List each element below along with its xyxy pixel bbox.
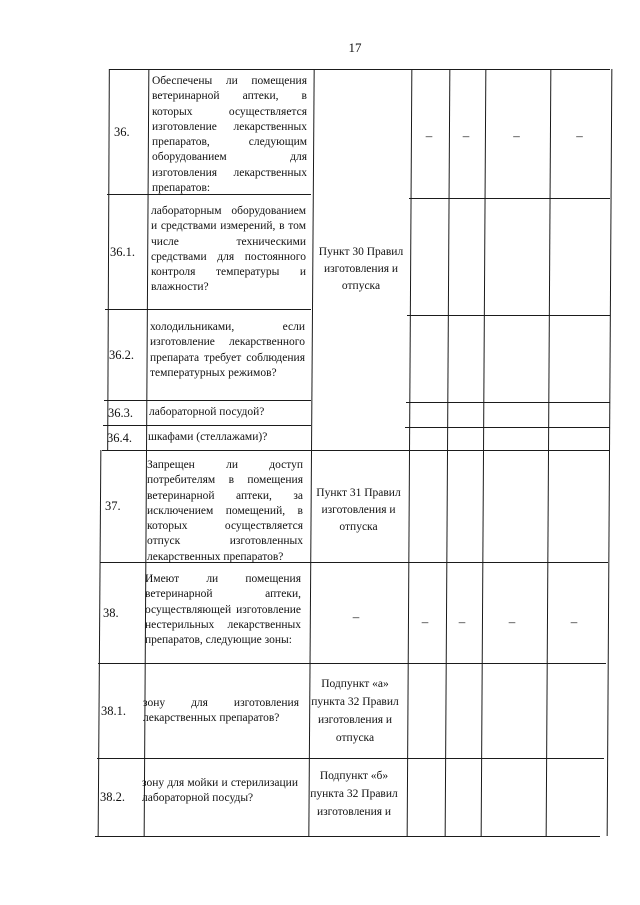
row-question: зону для мойки и стерилизации лабораторной посуды? — [142, 777, 298, 805]
row-number: 38.1. — [101, 703, 126, 718]
row-reference: – — [352, 609, 360, 624]
row-number: 36.3. — [108, 405, 133, 420]
dash-cell: – — [508, 614, 516, 629]
row-number: 36.1. — [110, 244, 135, 259]
row-question: холодильниками, если изготовление лекарственного препарата требует соблюдения температурных режимов? — [150, 321, 305, 379]
row-number: 36. — [114, 124, 130, 139]
row-number: 38. — [103, 605, 119, 620]
row-number: 36.2. — [109, 347, 134, 362]
row-reference: Подпункт «а» пункта 32 Правил изготовления и отпуска — [311, 678, 399, 744]
row-question: Обеспечены ли помещения ветеринарной аптеки, в которых осуществляется изготовление лекарственных препаратов, следующим оборудованием для изготовления лекарственных препаратов: — [152, 75, 307, 195]
page-number: 17 — [348, 40, 362, 55]
row-reference: Пункт 31 Правил изготовления и отпуска — [316, 486, 401, 533]
row-question: Запрещен ли доступ потребителям в помещения ветеринарной аптеки, за исключением помещений, в которых осуществляется отпуск изготовленных лекарственных препаратов? — [147, 459, 303, 563]
row-question: лабораторной посудой? — [149, 406, 265, 418]
row-number: 38.2. — [100, 789, 125, 804]
dash-cell: – — [513, 128, 520, 143]
row-reference: Подпункт «б» пункта 32 Правил изготовления и — [310, 770, 398, 818]
dash-cell: – — [425, 128, 433, 143]
row-question: лабораторным оборудованием и средствами измерений, в том числе техническими средствами для постоянного контроля температуры и влажности? — [151, 205, 306, 294]
dash-cell: – — [570, 614, 578, 629]
row-question: зону для изготовления лекарственных препаратов? — [143, 697, 299, 725]
dash-cell: – — [458, 614, 466, 629]
row-number: 37. — [105, 499, 121, 513]
dash-cell: – — [462, 128, 470, 143]
row-number: 36.4. — [107, 430, 132, 445]
dash-cell: – — [576, 128, 583, 143]
merged-reference: Пункт 30 Правил изготовления и отпуска — [318, 245, 404, 292]
row-question: Имеют ли помещения ветеринарной аптеки, осуществляющей изготовление нестерильных лекарственных препаратов, следующие зоны: — [145, 573, 301, 647]
dash-cell: – — [421, 614, 429, 629]
row-question: шкафами (стеллажами)? — [148, 431, 268, 443]
